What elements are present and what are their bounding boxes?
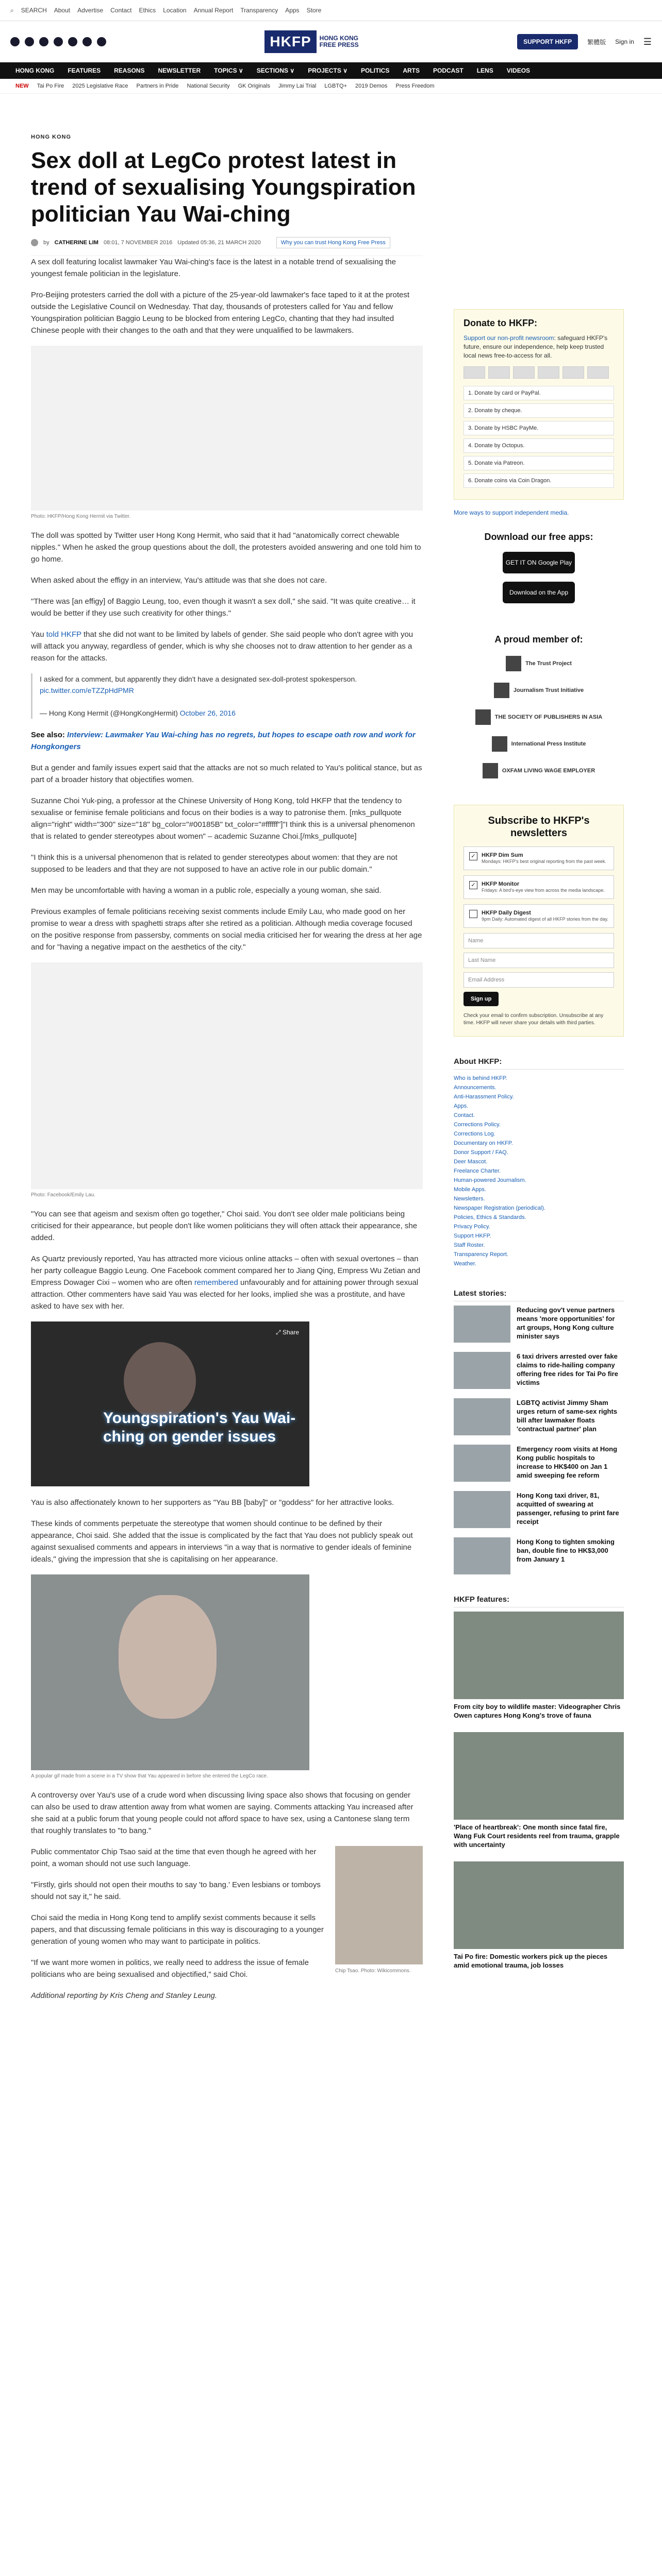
top-link-transparency[interactable]: Transparency	[240, 7, 278, 14]
ticker-item[interactable]: GK Originals	[238, 83, 270, 89]
donate-option[interactable]: 2. Donate by cheque.	[464, 403, 614, 418]
top-link-ethics[interactable]: Ethics	[139, 7, 156, 14]
donate-support-link[interactable]: Support our non-profit newsroom	[464, 334, 554, 342]
donate-option[interactable]: 6. Donate coins via Coin Dragon.	[464, 473, 614, 488]
about-link[interactable]: Policies, Ethics & Standards.	[454, 1214, 526, 1221]
member-logo[interactable]: The Trust Project	[454, 650, 624, 677]
byline-prefix: by	[43, 240, 49, 246]
paragraph: "There was [an effigy] of Baggio Leung, too, even though it wasn't a sex doll," she said. "It was quite creative… it would be better if they use such creativity for other things."	[31, 597, 416, 618]
about-link[interactable]: Privacy Policy.	[454, 1224, 490, 1230]
member-logo[interactable]: OXFAM LIVING WAGE EMPLOYER	[454, 757, 624, 784]
feature-title[interactable]: From city boy to wildlife master: Videographer Chris Owen captures Hong Kong's trove of fauna	[454, 1703, 621, 1719]
story-thumbnail	[454, 1352, 510, 1389]
member-logo[interactable]: Journalism Trust Initiative	[454, 677, 624, 704]
about-link[interactable]: Corrections Log.	[454, 1131, 495, 1137]
feature-title[interactable]: Tai Po fire: Domestic workers pick up the pieces amid emotional trauma, job losses	[454, 1953, 608, 1969]
apps-title: Download our free apps:	[484, 532, 593, 542]
about-title: About HKFP:	[454, 1057, 624, 1070]
nav-item[interactable]: TOPICS ∨	[214, 67, 243, 74]
author-name[interactable]: CATHERINE LIM	[54, 240, 98, 246]
top-link-annual-report[interactable]: Annual Report	[193, 7, 234, 14]
ticker-item[interactable]: Jimmy Lai Trial	[278, 83, 317, 89]
nav-item[interactable]: PROJECTS ∨	[308, 67, 347, 74]
ticker-item[interactable]: 2025 Legislative Race	[72, 83, 128, 89]
story-title[interactable]: Reducing gov't venue partners means 'more opportunities' for art groups, Hong Kong culture minister says	[517, 1306, 615, 1340]
author-avatar	[31, 239, 38, 246]
story-thumbnail	[454, 1491, 510, 1528]
nav-item[interactable]: LENS	[476, 67, 493, 74]
nav-item[interactable]: HONG KONG	[15, 67, 55, 74]
x-icon[interactable]	[25, 37, 34, 46]
about-link[interactable]: Support HKFP.	[454, 1233, 491, 1239]
paragraph: Previous examples of female politicians receiving sexist comments include Emily Lau, who made good on her promise to wear a dress with spaghetti straps after she retired as a politician. Although media coverage focused on the positive response from passersby, comments on social media criticised her for wearing the dress at her age and for "having a negative impact on the aesthetics of the city."	[31, 907, 422, 952]
story-title[interactable]: LGBTQ activist Jimmy Sham urges return of same-sex rights bill after lawmaker floats 'contractual partner' plan	[517, 1399, 618, 1433]
latest-story[interactable]	[454, 1445, 624, 1482]
publish-date: 08:01, 7 NOVEMBER 2016	[103, 240, 173, 246]
see-also: See also: Interview: Lawmaker Yau Wai-ching has no regrets, but hopes to escape oath row and work for Hongkongers	[31, 731, 416, 751]
story-title[interactable]: Hong Kong taxi driver, 81, acquitted of swearing at passenger, refusing to print fare receipt	[517, 1492, 619, 1526]
feature-title[interactable]: 'Place of heartbreak': One month since fatal fire, Wang Fuk Court residents reel from trauma, grapple with uncertainty	[454, 1823, 620, 1849]
paragraph: Men may be uncomfortable with having a woman in a public role, especially a young woman, she said.	[31, 886, 382, 895]
sign-in-link[interactable]: Sign in	[615, 38, 634, 45]
newsletter-title: Subscribe to HKFP's newsletters	[488, 815, 590, 839]
story-title[interactable]: Hong Kong to tighten smoking ban, double fine to HK$3,000 from January 1	[517, 1538, 615, 1563]
feature-image	[454, 1612, 624, 1699]
subscribe-note: Check your email to confirm subscription. Unsubscribe at any time. HKFP will never share your details with third parties.	[464, 1013, 604, 1026]
latest-story[interactable]	[454, 1352, 624, 1389]
paragraph: The doll was spotted by Twitter user Hong Kong Hermit, who said that it had "anatomically correct chewable nipples." When he asked the group questions about the doll, the protesters avoided answering and one told him to go home.	[31, 531, 421, 564]
about-link[interactable]: Announcements.	[454, 1084, 496, 1091]
top-utility-bar	[0, 0, 662, 21]
story-thumbnail	[454, 1398, 510, 1435]
ticker-item[interactable]: Tai Po Fire	[37, 83, 64, 89]
top-link-contact[interactable]: Contact	[110, 7, 132, 14]
masthead	[0, 21, 662, 62]
linkedin-icon[interactable]	[97, 37, 106, 46]
top-link-apps[interactable]: Apps	[285, 7, 300, 14]
photo-caption: Photo: HKFP/Hong Kong Hermit via Twitter.	[31, 514, 131, 519]
payment-logos	[464, 366, 614, 379]
about-link[interactable]: Freelance Charter.	[454, 1168, 501, 1174]
paragraph: A sex doll featuring localist lawmaker Yau Wai-ching's face is the latest in a notable trend of sexualising the youngest female politician in the legislature.	[31, 258, 396, 278]
about-link[interactable]: Apps.	[454, 1103, 469, 1109]
octopus-icon	[587, 366, 609, 379]
checkbox[interactable]	[469, 910, 477, 918]
nav-item[interactable]: VIDEOS	[506, 67, 531, 74]
nav-item[interactable]: POLITICS	[361, 67, 390, 74]
features-list	[454, 1612, 624, 1970]
article	[31, 124, 423, 2011]
about-link[interactable]: Deer Mascot.	[454, 1159, 488, 1165]
story-thumbnail	[454, 1306, 510, 1343]
photo-caption: A popular gif made from a scene in a TV show that Yau appeared in before she entered the LegCo race.	[31, 1773, 268, 1779]
paragraph: Pro-Beijing protesters carried the doll with a picture of the 25-year-old lawmaker's face taped to it at the protest outside the Legislative Council on Wednesday. That day, thousands of protesters called for Yau and fellow Youngspiration politician Baggio Leung to be blocked from entering LegCo, chanting that they had insulted Chinese people with their changes to the oath and that they were unqualified to be lawmakers.	[31, 291, 410, 335]
paypal-icon	[464, 366, 485, 379]
gif-photo	[31, 1574, 309, 1770]
feature-story[interactable]	[454, 1861, 624, 1970]
donate-option[interactable]: 4. Donate by Octopus.	[464, 438, 614, 453]
app-store-button[interactable]: Download on the App Store	[503, 582, 575, 603]
newsletter-box	[454, 805, 624, 1037]
story-thumbnail	[454, 1445, 510, 1482]
additional-reporting: Additional reporting by Kris Cheng and Stanley Leung.	[31, 1991, 218, 2000]
about-link[interactable]: Documentary on HKFP.	[454, 1140, 513, 1146]
paragraph: Yau told HKFP that she did not want to be limited by labels of gender. She said people who don't agree with you will attack you anyway, regardless of gender, which is why she chooses not to draw attention to her gender as a reason for the attacks.	[31, 630, 413, 663]
article-kicker[interactable]: HONG KONG	[31, 134, 72, 140]
checkbox[interactable]: ✓	[469, 852, 477, 860]
threads-icon[interactable]	[54, 37, 63, 46]
chip-tsao-photo	[335, 1846, 423, 1974]
trust-link[interactable]: Why you can trust Hong Kong Free Press	[276, 237, 390, 248]
embedded-tweet: I asked for a comment, but apparently they didn't have a designated sex-doll-protest spokesperson. pic.twitter.com/eTZZpHdPMR — Hong Kong Hermit (@HongKongHermit) October 26, 2016	[31, 673, 423, 719]
membership-box	[454, 634, 624, 784]
member-logo[interactable]: International Press Institute	[454, 731, 624, 757]
video-title-overlay: Youngspiration's Yau Wai-ching on gender issues	[103, 1410, 296, 1445]
feature-story[interactable]	[454, 1732, 624, 1849]
paragraph: But a gender and family issues expert said that the attacks are not so much related to Yau's political stance, but as part of a broader history that objectifies women.	[31, 764, 422, 784]
youtube-icon[interactable]	[82, 37, 92, 46]
about-link[interactable]: Who is behind HKFP.	[454, 1075, 507, 1081]
paragraph: When asked about the effigy in an interview, Yau's attitude was that she does not care.	[31, 576, 327, 585]
about-link[interactable]: Weather.	[454, 1261, 476, 1267]
article-title: Sex doll at LegCo protest latest in trend of sexualising Youngspiration politician Yau Wai-ching	[31, 148, 416, 227]
feature-story[interactable]	[454, 1612, 624, 1720]
logo-mark: HKFP	[264, 30, 316, 53]
top-link-about[interactable]: About	[54, 7, 71, 14]
search-link[interactable]: SEARCH	[21, 7, 47, 14]
video-share-button[interactable]: ⤢ Share	[276, 1329, 299, 1336]
ticker-item[interactable]: National Security	[187, 83, 230, 89]
search-icon[interactable]: ⌕	[10, 6, 14, 14]
about-link[interactable]: Staff Roster.	[454, 1242, 485, 1248]
more-ways-link[interactable]: More ways to support independent media.	[454, 509, 569, 516]
main-nav	[0, 62, 662, 79]
top-link-location[interactable]: Location	[163, 7, 187, 14]
donate-option[interactable]: 1. Donate by card or PayPal.	[464, 386, 614, 400]
donate-box: Donate to HKFP: Support our non-profit newsroom: safeguard HKFP's future, ensure our independence, help keep trusted local news free-to-access for all. 1. Donate by card or PayPal. 2. Donate by cheque. 3. Donate by HSBC PayMe. 4. Donate by Octopus. 5. Donate via Patreon. 6. Donate coins via Coin Dragon.	[454, 309, 624, 500]
topic-ticker	[0, 79, 662, 94]
language-switch[interactable]: 繁體版	[587, 38, 606, 46]
google-play-button[interactable]: GET IT ON Google Play	[503, 552, 575, 573]
latest-title: Latest stories:	[454, 1289, 624, 1301]
paragraph: Choi said the media in Hong Kong tend to amplify sexist comments because it sells papers, and that discussing female politicians in this way is discouraging to a younger generation of young women who may want to participate in politics.	[31, 1913, 324, 1946]
about-link[interactable]: Donor Support / FAQ.	[454, 1149, 508, 1156]
menu-icon[interactable]: ☰	[643, 36, 652, 47]
about-link[interactable]: Newspaper Registration (periodical).	[454, 1205, 545, 1211]
paragraph: "Firstly, girls should not open their mouths to say 'to bang.' Even lesbians or tomboys should not say it," he said.	[31, 1880, 321, 1901]
nav-item[interactable]: NEWSLETTER	[158, 67, 201, 74]
site-logo[interactable]	[264, 30, 358, 53]
logo-line-1: HONG KONG	[319, 35, 358, 42]
checkbox[interactable]: ✓	[469, 881, 477, 889]
about-link[interactable]: Transparency Report.	[454, 1251, 508, 1258]
latest-story[interactable]	[454, 1306, 624, 1343]
features-box	[454, 1595, 624, 1970]
about-link[interactable]: Anti-Harassment Policy.	[454, 1094, 514, 1100]
about-link[interactable]: Corrections Policy.	[454, 1122, 501, 1128]
last-name-field[interactable]: Last Name	[464, 953, 614, 968]
photo-caption: Chip Tsao. Photo: Wikicommons.	[335, 1968, 411, 1974]
video-embed[interactable]	[31, 1321, 309, 1486]
byline	[31, 237, 423, 256]
nav-item[interactable]: FEATURES	[68, 67, 101, 74]
video-thumbnail	[124, 1342, 196, 1419]
story-title[interactable]: Emergency room visits at Hong Kong public hospitals to increase to HK$400 on Jan 1 amid sweeping fee reform	[517, 1445, 618, 1479]
see-also-link[interactable]: Interview: Lawmaker Yau Wai-ching has no regrets, but hopes to escape oath row and work for Hongkongers	[31, 731, 416, 751]
email-field[interactable]: Email Address	[464, 972, 614, 988]
paragraph: A controversy over Yau's use of a crude word when discussing living space also shows that focusing on gender can also be used to draw attention away from what women are saying. Comments attacking Yau increased after she said at a public forum that young people could not afford space to have sex, using a Cantonese slang term that roughly translates to "to bang."	[31, 1791, 413, 1835]
top-link-advertise[interactable]: Advertise	[77, 7, 104, 14]
member-title: A proud member of:	[494, 634, 583, 645]
nav-item[interactable]: SECTIONS ∨	[256, 67, 295, 74]
sidebar	[454, 309, 624, 1982]
new-badge: NEW	[15, 83, 29, 89]
tweet-date-link[interactable]: October 26, 2016	[179, 709, 236, 717]
facebook-icon[interactable]	[10, 37, 20, 46]
amex-icon	[538, 366, 559, 379]
first-name-field[interactable]: Name	[464, 933, 614, 948]
story-thumbnail	[454, 1537, 510, 1574]
about-link[interactable]: Human-powered Journalism.	[454, 1177, 526, 1183]
ticker-item[interactable]: Partners in Pride	[136, 83, 179, 89]
nav-item[interactable]: ARTS	[403, 67, 420, 74]
updated-date: Updated 05:36, 21 MARCH 2020	[177, 240, 261, 246]
feature-image	[454, 1861, 624, 1949]
paragraph: As Quartz previously reported, Yau has attracted more vicious online attacks – often with sexual overtones – than her party colleague Baggio Leung. One Facebook comment compared her to Jiang Qing, Empress Wu Zetian and Empress Dowager Cixi – women who are often remembered unfavourably and for attaining power through sexual attraction. Other commenters have said Yau was elected for her looks, implied she was a prostitute, and have asked to have sex with her.	[31, 1255, 421, 1311]
remembered-link[interactable]: remembered	[194, 1278, 238, 1287]
latest-story[interactable]	[454, 1537, 624, 1574]
paragraph: Suzanne Choi Yuk-ping, a professor at the Chinese University of Hong Kong, told HKFP that the tendency to sexualise or feminise female politicians and focus on their bodies is a way to patronise them. [mks_pullquote align="right" width="300" size="18" bg_color="#00185B" txt_color="#ffffff"]"I think this is a universal phenomenon that is related to gender stereotypes about women" – academic Suzanne Choi.[/mks_pullquote]	[31, 796, 415, 841]
latest-stories	[454, 1289, 624, 1574]
latest-story[interactable]	[454, 1398, 624, 1435]
sign-up-button[interactable]: Sign up	[464, 992, 499, 1006]
about-link[interactable]: Contact.	[454, 1112, 475, 1118]
nav-item[interactable]: REASONS	[114, 67, 145, 74]
latest-story[interactable]	[454, 1491, 624, 1528]
newsletter-option[interactable]: ✓ HKFP Dim Sum Mondays: HKFP's best original reporting from the past week.	[464, 846, 614, 870]
told-hkfp-link[interactable]: told HKFP	[46, 630, 81, 639]
logo-line-2: FREE PRESS	[319, 41, 359, 48]
mastercard-icon	[513, 366, 535, 379]
nav-item[interactable]: PODCAST	[433, 67, 464, 74]
social-links	[10, 37, 106, 46]
story-title[interactable]: 6 taxi drivers arrested over fake claims to ride-hailing company offering free rides for Tai Po fire victims	[517, 1352, 618, 1386]
paragraph: "If we want more women in politics, we really need to address the issue of female politicians who are being sexualised and objectified," said Choi.	[31, 1958, 309, 1979]
top-link-store[interactable]: Store	[306, 7, 322, 14]
apps-box	[454, 532, 624, 619]
ticker-item[interactable]: LGBTQ+	[324, 83, 347, 89]
payme-icon	[562, 366, 584, 379]
photo-caption: Photo: Facebook/Emily Lau.	[31, 1192, 96, 1198]
support-button[interactable]: SUPPORT HKFP	[517, 34, 578, 49]
donate-option[interactable]: 3. Donate by HSBC PayMe.	[464, 421, 614, 435]
paragraph: "I think this is a universal phenomenon that is related to gender stereotypes about women: that they are not supposed to be leaders and that they are not supposed to have an active role in our public domain."	[31, 853, 398, 874]
paragraph: Yau is also affectionately known to her supporters as "Yau BB [baby]" or "goddess" for her attractive looks.	[31, 1498, 394, 1507]
bluesky-icon[interactable]	[68, 37, 77, 46]
donate-option[interactable]: 5. Donate via Patreon.	[464, 456, 614, 470]
feature-image	[454, 1732, 624, 1820]
about-box	[454, 1057, 624, 1268]
latest-list	[454, 1306, 624, 1574]
features-title: HKFP features:	[454, 1595, 624, 1607]
newsletter-option[interactable]: ✓ HKFP Monitor Fridays: A bird's-eye view from across the media landscape.	[464, 875, 614, 899]
visa-icon	[488, 366, 510, 379]
about-link[interactable]: Newsletters.	[454, 1196, 485, 1202]
emily-lau-photo	[31, 962, 423, 1189]
paragraph: These kinds of comments perpetuate the stereotype that women should continue to be defined by their appearance, Choi said. She added that the issue is complicated by the fact that Yau does not publicly speak out against sexualised comments and appears in interviews "in a way that is normative to gender ideals of feminine ideals," giving the impression that she is capitalising on her appearance.	[31, 1519, 413, 1564]
member-logo[interactable]: THE SOCIETY OF PUBLISHERS IN ASIA	[454, 704, 624, 731]
about-link[interactable]: Mobile Apps.	[454, 1187, 486, 1193]
doll-photo	[31, 346, 423, 511]
donate-title: Donate to HKFP:	[464, 318, 537, 328]
ticker-item[interactable]: Press Freedom	[395, 83, 435, 89]
newsletter-option[interactable]: HKFP Daily Digest 9pm Daily: Automated digest of all HKFP stories from the day.	[464, 904, 614, 928]
paragraph: "You can see that ageism and sexism often go together," Choi said. You don't see older male politicians being criticised for their appearance, but people don't like women politicians they will often attack their appearance, she added.	[31, 1210, 418, 1242]
tweet-pic-link[interactable]: pic.twitter.com/eTZZpHdPMR	[40, 686, 134, 694]
about-links	[454, 1074, 624, 1268]
instagram-icon[interactable]	[39, 37, 48, 46]
paragraph: Public commentator Chip Tsao said at the time that even though he agreed with her point, a woman should not use such language.	[31, 1848, 317, 1868]
ticker-item[interactable]: 2019 Demos	[355, 83, 388, 89]
